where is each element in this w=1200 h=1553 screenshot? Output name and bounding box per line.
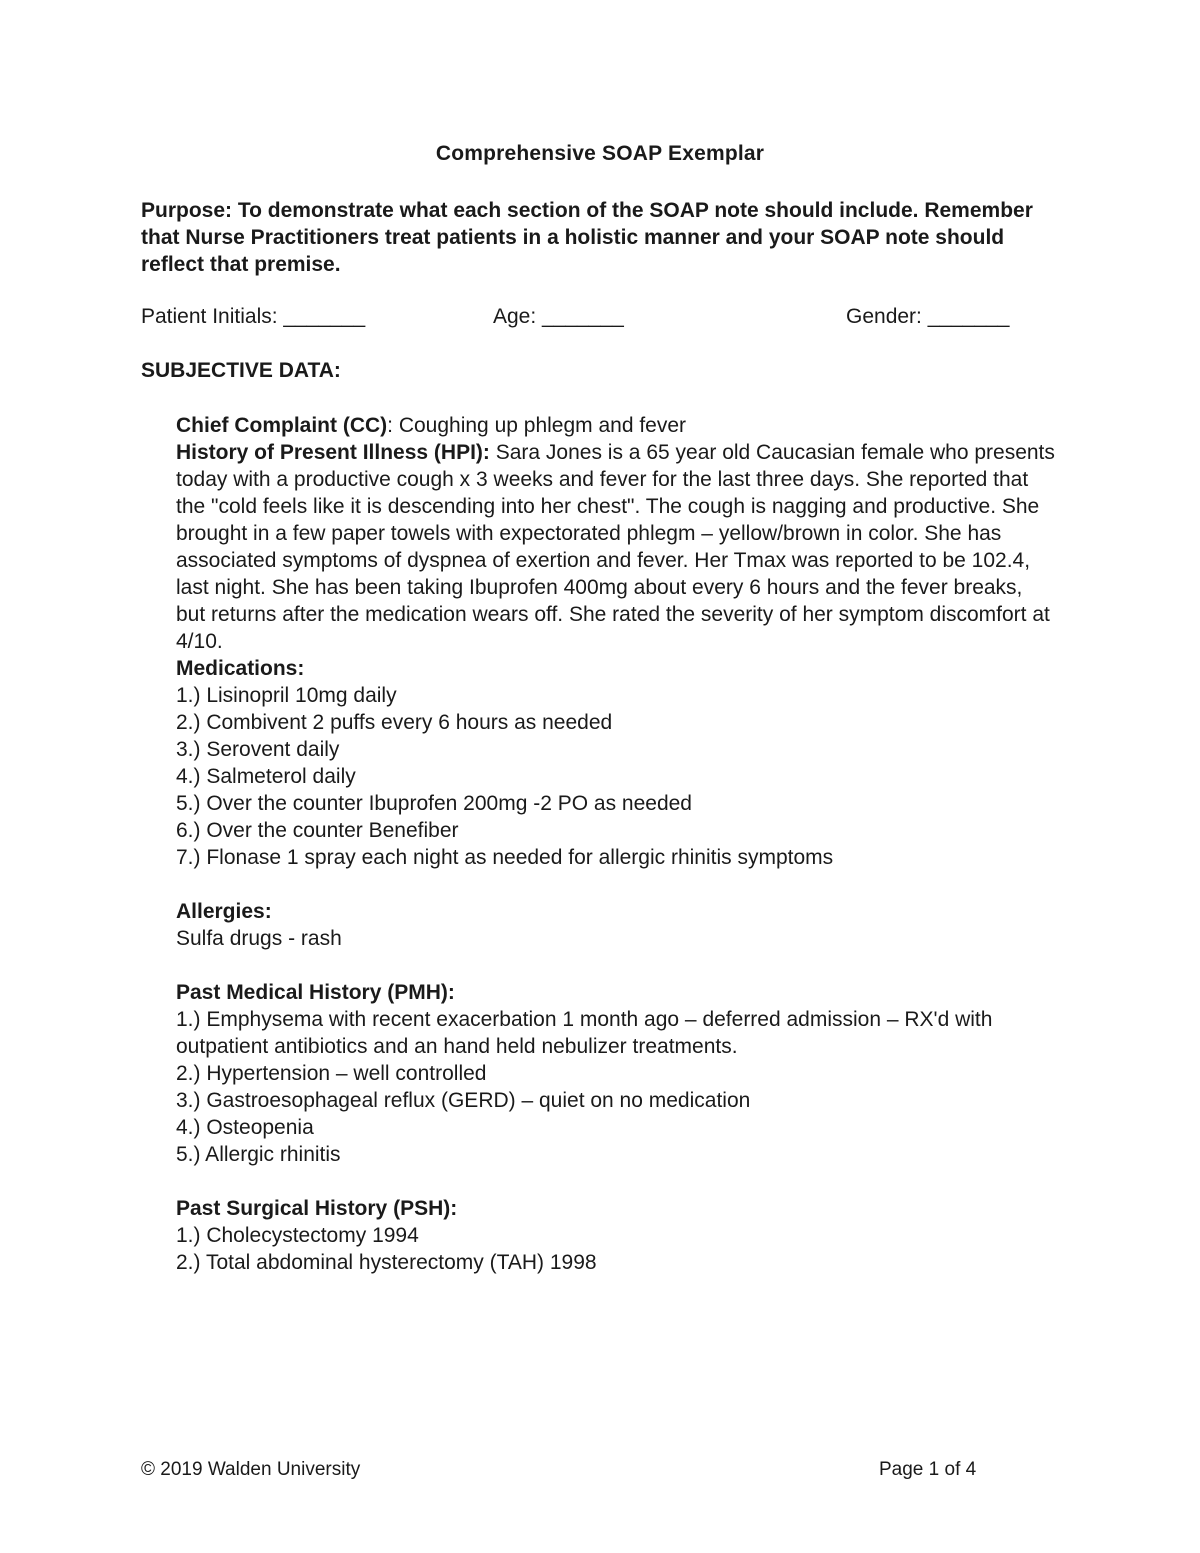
pmh-section: [176, 979, 1056, 1168]
psh-list: [176, 1222, 1056, 1276]
chief-complaint-label: Chief Complaint (CC): [176, 414, 388, 437]
subjective-data-heading: SUBJECTIVE DATA:: [141, 359, 341, 382]
gender-field: Gender: _______: [846, 305, 1010, 328]
list-item: 1.) Lisinopril 10mg daily: [176, 684, 397, 707]
hpi-paragraph: [176, 439, 1056, 655]
footer-copyright: © 2019 Walden University: [141, 1459, 361, 1480]
list-item: 2.) Hypertension – well controlled: [176, 1062, 487, 1085]
psh-heading: Past Surgical History (PSH):: [176, 1197, 458, 1220]
chief-complaint: [176, 412, 1056, 439]
list-item: 7.) Flonase 1 spray each night as needed for allergic rhinitis symptoms: [176, 846, 834, 869]
allergies-heading: Allergies:: [176, 900, 272, 923]
medications-section: [176, 655, 1056, 871]
document-title: Comprehensive SOAP Exemplar: [435, 142, 765, 165]
list-item: 5.) Over the counter Ibuprofen 200mg -2 PO as needed: [176, 792, 692, 815]
hpi-text: Sara Jones is a 65 year old Caucasian female who presents today with a productive cough x 3 weeks and fever for the last three days. She reported that the "cold feels like it is descending into her chest". The cough is nagging and productive. She brought in a few paper towels with expectorated phlegm – yellow/brown in color. She has associated symptoms of dyspnea of exertion and fever. Her Tmax was reported to be 102.4, last night. She has been taking Ibuprofen 400mg about every 6 hours and the fever breaks, but returns after the medication wears off. She rated the severity of her symptom discomfort at 4/10.: [176, 441, 1055, 653]
list-item: 3.) Gastroesophageal reflux (GERD) – quiet on no medication: [176, 1089, 751, 1112]
list-item: 5.) Allergic rhinitis: [176, 1143, 341, 1166]
psh-section: [176, 1195, 1056, 1276]
list-item: 2.) Combivent 2 puffs every 6 hours as needed: [176, 711, 613, 734]
footer-page-number: Page 1 of 4: [879, 1459, 977, 1480]
medications-heading: Medications:: [176, 657, 305, 680]
patient-fields: [141, 305, 1061, 335]
allergies-section: [176, 898, 1056, 952]
hpi-label: History of Present Illness (HPI):: [176, 441, 490, 464]
list-item: 6.) Over the counter Benefiber: [176, 819, 459, 842]
list-item: 4.) Salmeterol daily: [176, 765, 356, 788]
subjective-content: [176, 412, 1056, 1303]
list-item: 1.) Emphysema with recent exacerbation 1 month ago – deferred admission – RX'd with outpatient antibiotics and an hand held nebulizer treatments.: [176, 1008, 993, 1058]
list-item: 1.) Cholecystectomy 1994: [176, 1224, 419, 1247]
chief-complaint-text: : Coughing up phlegm and fever: [387, 414, 687, 437]
pmh-heading: Past Medical History (PMH):: [176, 981, 455, 1004]
purpose-statement: Purpose: To demonstrate what each section of the SOAP note should include. Remember that Nurse Practitioners treat patients in a holistic manner and your SOAP note should reflect that premise.: [141, 199, 1033, 276]
list-item: 4.) Osteopenia: [176, 1116, 314, 1139]
pmh-list: [176, 1006, 1056, 1168]
list-item: 3.) Serovent daily: [176, 738, 340, 761]
list-item: 2.) Total abdominal hysterectomy (TAH) 1998: [176, 1251, 597, 1274]
age-field: Age: _______: [493, 305, 624, 328]
patient-initials-field: Patient Initials: _______: [141, 305, 366, 328]
medications-list: [176, 682, 1056, 871]
allergies-text: Sulfa drugs - rash: [176, 927, 342, 950]
